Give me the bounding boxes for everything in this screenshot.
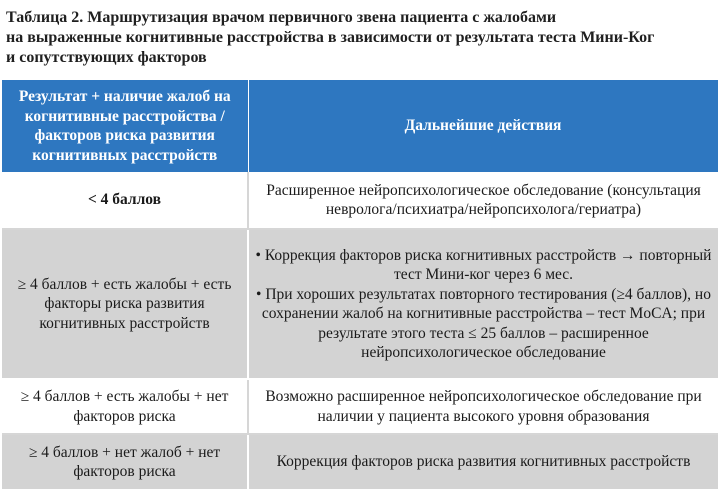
table-title-line-2: на выраженные когнитивные расстройства в зависимости от результата теста Мини-Ког xyxy=(6,29,655,46)
row-action: Расширенное нейропсихологическое обследование (консультация невролога/психиатра/нейропсихолога/гериатра) xyxy=(248,172,718,229)
table-title-line-3: и сопутствующих факторов xyxy=(6,49,207,66)
row-condition: ≥ 4 баллов + есть жалобы + нет факторов риска xyxy=(2,379,248,434)
table-row xyxy=(2,434,718,490)
table-row xyxy=(2,172,718,229)
row-condition: ≥ 4 баллов + есть жалобы + есть факторы риска развития когнитивных расстройств xyxy=(2,229,248,379)
table-row xyxy=(2,379,718,434)
row-condition: < 4 баллов xyxy=(2,172,248,229)
row-condition: ≥ 4 баллов + нет жалоб + нет факторов риска xyxy=(2,434,248,490)
row-action: Коррекция факторов риска развития когнитивных расстройств xyxy=(248,434,718,490)
table-title-line-1: Таблица 2. Маршрутизация врачом первичного звена пациента с жалобами xyxy=(6,9,557,26)
table-title xyxy=(6,8,716,68)
table-header-row xyxy=(2,80,718,172)
header-actions-column: Дальнейшие действия xyxy=(248,80,718,172)
row-action xyxy=(248,229,718,379)
header-result-column: Результат + наличие жалоб на когнитивные расстройства / факторов риска развития когнитивных расстройств xyxy=(2,80,248,172)
routing-table xyxy=(2,80,719,491)
action-bullet: • При хороших результатах повторного тестирования (≥4 баллов), но сохранении жалоб на когнитивные расстройства – тест MoCA; при результате этого теста ≤ 25 баллов – расширенное нейропсихологическое обследование xyxy=(256,285,711,361)
table-row xyxy=(2,229,718,379)
row-action: Возможно расширенное нейропсихологическое обследование при наличии у пациента высокого уровня образования xyxy=(248,379,718,434)
action-bullet: • Коррекция факторов риска когнитивных расстройств → повторный тест Мини-ког через 6 мес. xyxy=(255,246,712,283)
